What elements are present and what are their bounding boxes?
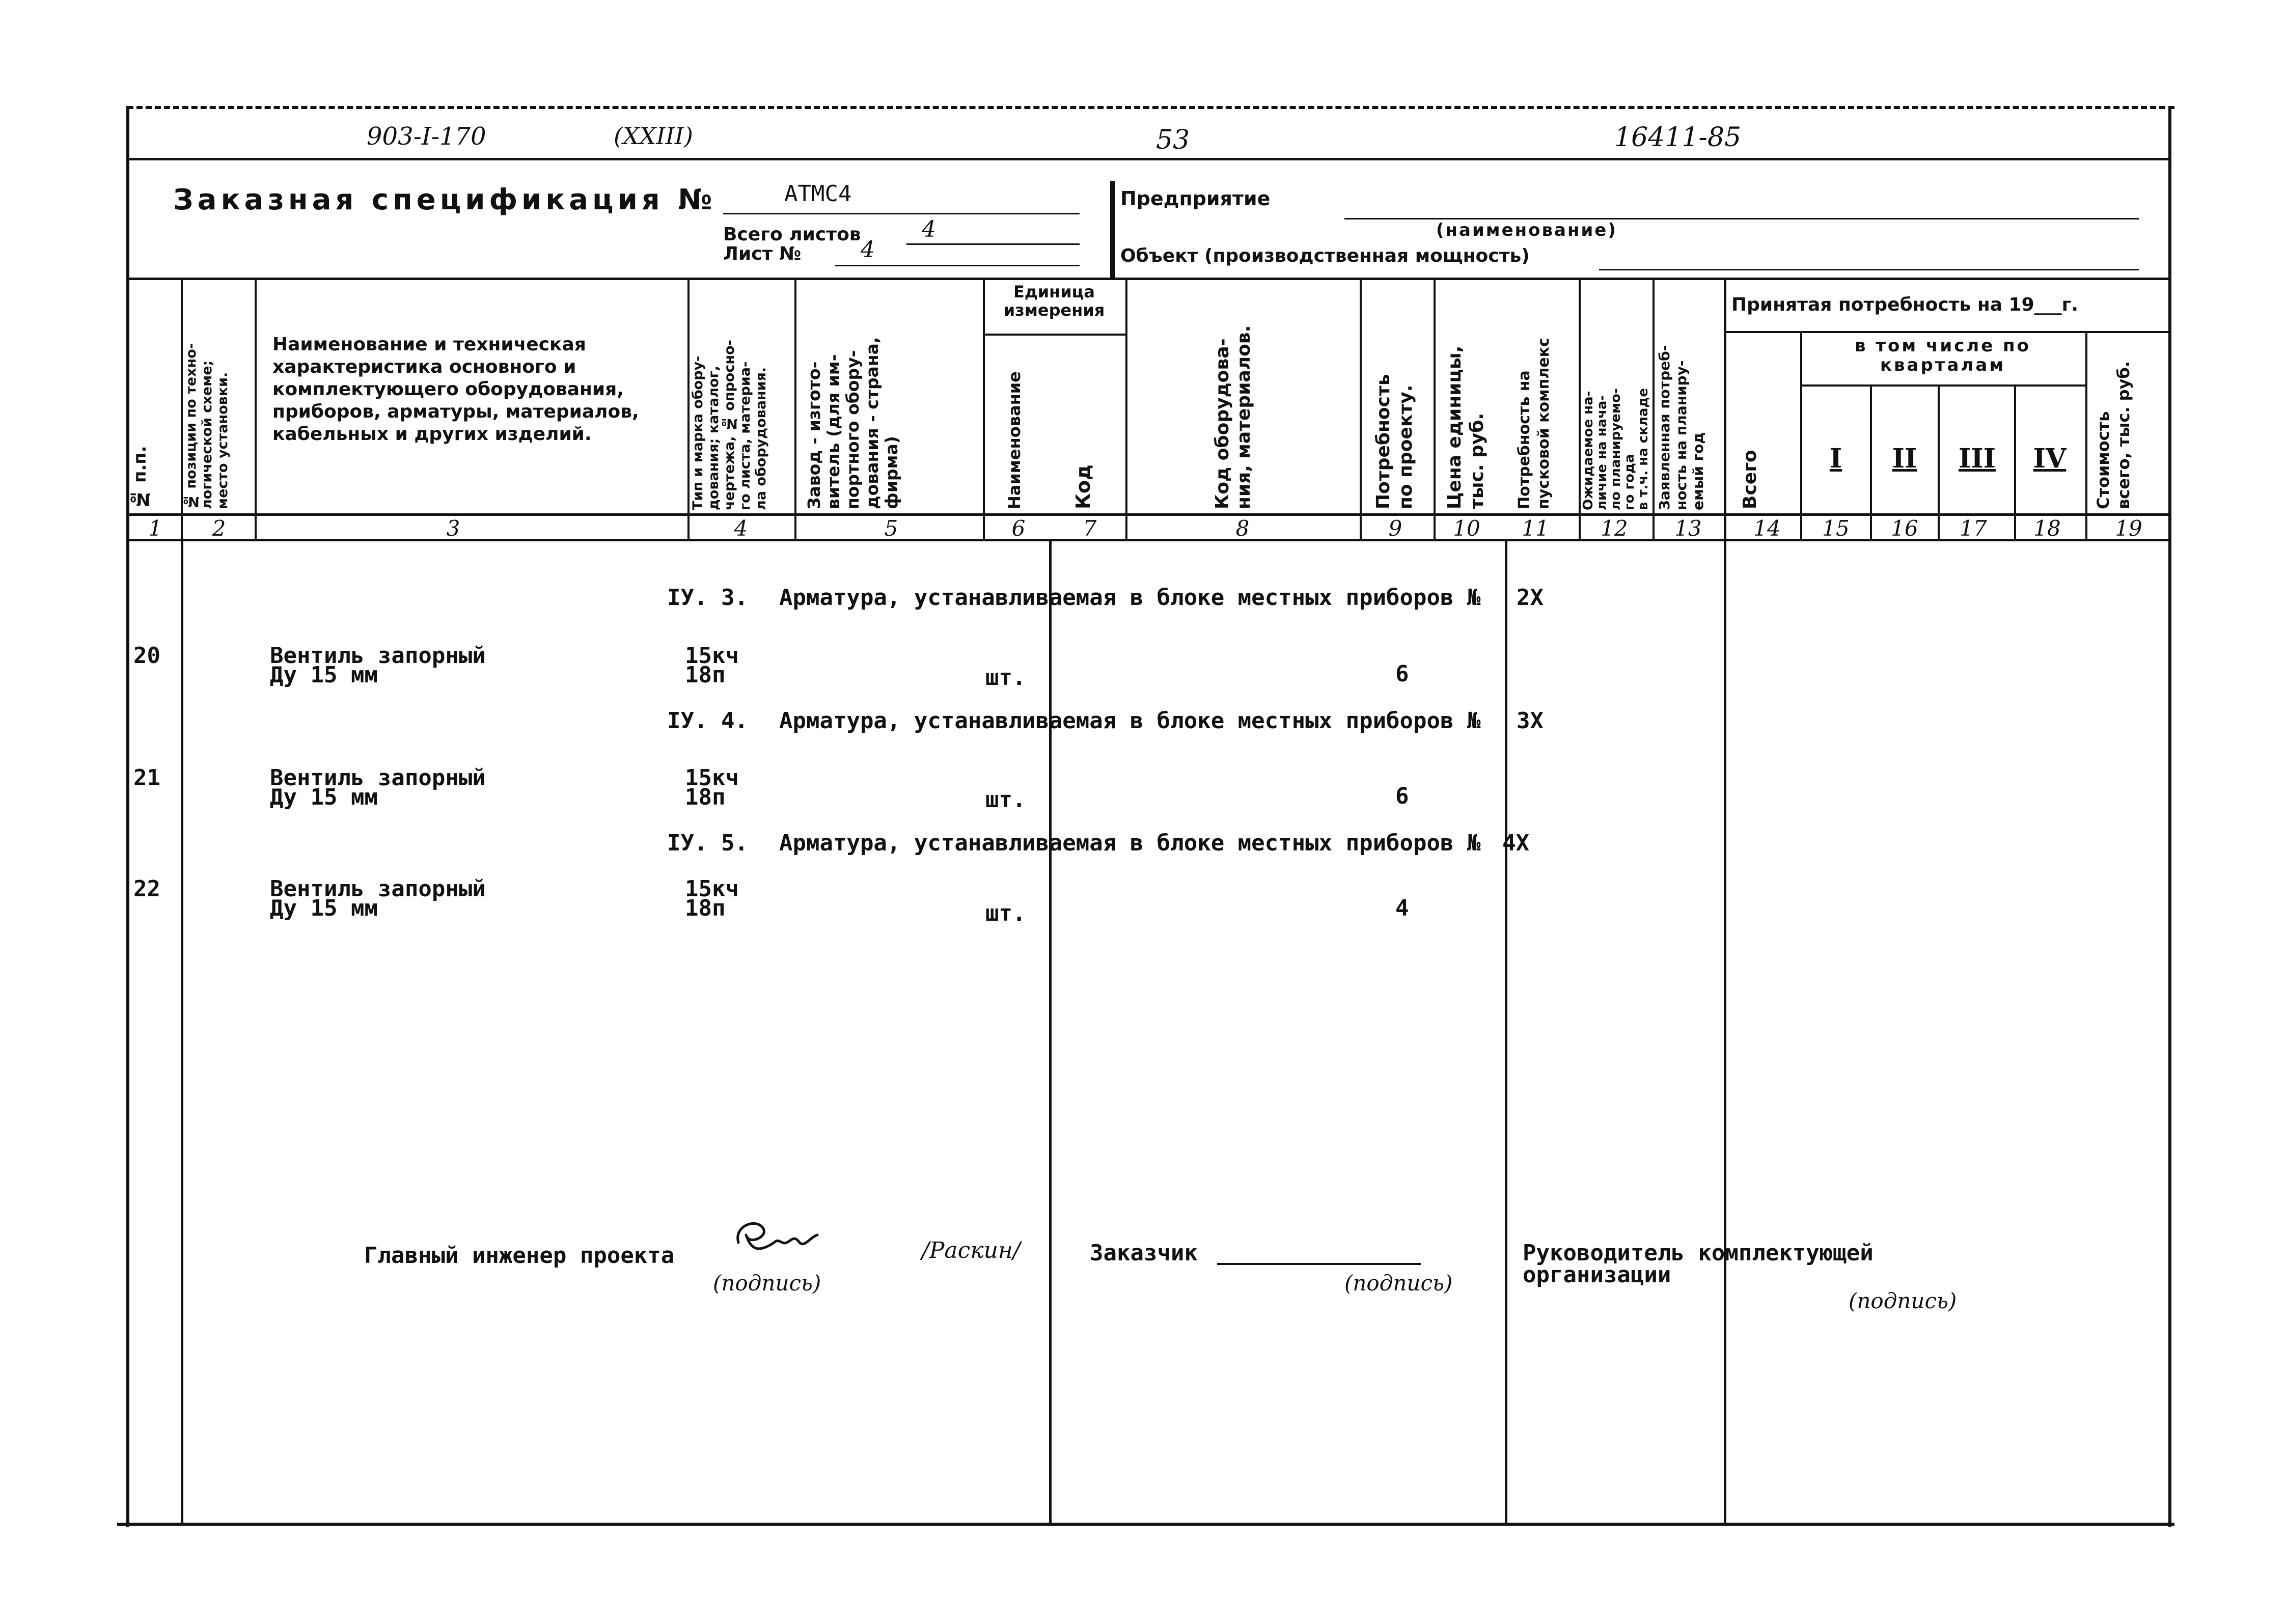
header-quarters-caption: в том числе по кварталам (1854, 336, 2031, 375)
header-col1: № п.п. (130, 446, 150, 509)
volume-label: (XXIII) (614, 122, 693, 150)
row-type-material: 18п (685, 895, 726, 921)
signature-mark (728, 1215, 830, 1265)
row-name-size: Ду 15 мм (270, 895, 378, 921)
row-name: Вентиль запорный (270, 876, 486, 902)
sheets-total-value: 4 (922, 216, 936, 242)
col-line (2014, 384, 2016, 539)
row-name: Вентиль запорный (270, 643, 486, 669)
column-number: 2 (212, 516, 226, 541)
section-block: 3Х (1517, 708, 1544, 734)
column-number: 5 (884, 516, 898, 541)
header-top-divider (127, 278, 2170, 280)
col-line (1360, 278, 1362, 539)
col-line (255, 278, 257, 539)
header-col13: Заявленная потреб- ность на планиру- емый год (1656, 345, 1706, 510)
section-title: Арматура, устанавливаемая в блоке местных приборов № (779, 830, 1481, 856)
header-col17: III (1959, 443, 1996, 474)
row-name: Вентиль запорный (270, 765, 486, 791)
section-code: IУ. 5. (667, 830, 748, 856)
supplier-label-2: организации (1523, 1262, 1671, 1288)
sheets-total-underline (906, 243, 1080, 245)
section-block: 2Х (1517, 585, 1544, 611)
chief-engineer-label: Главный инженер проекта (364, 1243, 675, 1269)
section-code: IУ. 3. (667, 585, 748, 611)
accepted-divider (1726, 331, 2169, 333)
row-type-material: 18п (685, 662, 726, 688)
spec-number: АТМС4 (784, 181, 852, 207)
row-type-material: 18п (685, 784, 726, 810)
body-col-line (1724, 278, 1726, 1525)
col-line (687, 278, 690, 539)
header-col3: Наименование и техническая характеристика основного и комплектующего оборудования, приборов, арматуры, материалов, кабельных и других изделий. (272, 334, 639, 445)
sheets-total-label: Всего листов (723, 224, 861, 245)
header-col15: I (1829, 443, 1842, 474)
object-underline (1599, 269, 2139, 270)
body-col-line (181, 540, 183, 1525)
col-line (181, 278, 183, 539)
section-code: IУ. 4. (667, 708, 748, 734)
header-col19: Стоимость всего, тыс. руб. (2094, 361, 2133, 509)
customer-signature-line (1217, 1263, 1421, 1265)
spec-number-underline (723, 213, 1080, 214)
col-line (1125, 278, 1127, 539)
header-col11: Потребность на пусковой комплекс (1516, 338, 1553, 509)
supplier-signature-caption: (подпись) (1849, 1288, 1957, 1313)
stamp-row-divider (127, 158, 2170, 160)
enterprise-caption: (наименование) (1436, 220, 1617, 240)
title-block-divider (1110, 181, 1115, 278)
row-number: 20 (133, 643, 160, 669)
row-number: 22 (133, 876, 160, 902)
row-name-size: Ду 15 мм (270, 662, 378, 688)
column-number: 15 (1822, 516, 1850, 541)
sheet-no-label: Лист № (723, 243, 802, 264)
header-col6: Наименование (1005, 371, 1024, 509)
section-block: 4Х (1502, 830, 1529, 856)
header-col4: Тип и марка обору- дования; каталог, чертежа, № опросно- го листа, материа- ла оборудования. (690, 340, 769, 510)
column-number: 4 (734, 516, 748, 541)
body-col-line (1049, 540, 1052, 1525)
row-type: 15кч (685, 765, 739, 791)
frame-bottom-edge (117, 1523, 2174, 1526)
column-number: 8 (1235, 516, 1250, 541)
column-number: 19 (2115, 516, 2142, 541)
section-title: Арматура, устанавливаемая в блоке местных приборов № (779, 708, 1481, 734)
col-line (1800, 331, 1802, 539)
body-col-line (1505, 540, 1507, 1525)
section-title: Арматура, устанавливаемая в блоке местных приборов № (779, 585, 1481, 611)
column-number: 3 (446, 516, 460, 541)
column-number: 17 (1960, 516, 1987, 541)
col-line (1938, 384, 1940, 539)
enterprise-label: Предприятие (1120, 187, 1271, 210)
spec-title: Заказная спецификация № (173, 183, 717, 216)
row-quantity: 4 (1395, 895, 1409, 921)
quarters-divider (1800, 384, 2085, 387)
row-type: 15кч (685, 643, 739, 669)
row-type: 15кч (685, 876, 739, 902)
row-unit: шт. (985, 665, 1026, 691)
row-name-size: Ду 15 мм (270, 784, 378, 810)
customer-label: Заказчик (1090, 1240, 1198, 1266)
column-number: 16 (1891, 516, 1918, 541)
chief-engineer-signature-caption: (подпись) (713, 1271, 821, 1296)
row-number: 21 (133, 765, 160, 791)
project-code: 903-I-170 (367, 122, 486, 151)
header-col14: Всего (1740, 450, 1760, 509)
column-number: 12 (1601, 516, 1628, 541)
object-label: Объект (производственная мощность) (1120, 245, 1530, 266)
column-number: 7 (1083, 516, 1097, 541)
frame-left-edge (126, 106, 129, 1527)
col-line (1870, 384, 1872, 539)
supplier-label: Руководитель комплектующей (1523, 1240, 1874, 1266)
row-unit: шт. (985, 787, 1026, 813)
col-line (983, 278, 985, 539)
enterprise-underline (1344, 218, 2139, 219)
header-col7: Код (1072, 464, 1094, 509)
column-number: 9 (1388, 516, 1402, 541)
column-number: 11 (1522, 516, 1549, 541)
row-unit: шт. (985, 900, 1026, 926)
column-number: 14 (1753, 516, 1781, 541)
column-number: 18 (2033, 516, 2061, 541)
header-col18: IV (2033, 443, 2067, 474)
col-line (794, 278, 796, 539)
header-col10: Цена единицы, тыс. руб. (1444, 345, 1488, 509)
col-line (1652, 278, 1655, 539)
header-col2: № позиции по техно- логической схеме; место установки. (183, 343, 231, 509)
col-line (1434, 278, 1436, 539)
frame-right-edge (2168, 106, 2171, 1527)
sheet-no-underline (835, 265, 1080, 266)
header-col12: Ожидаемое на- личие на нача- ло планируемо- го года в т.ч. на складе (1581, 388, 1651, 510)
header-col16: II (1892, 443, 1917, 474)
col-line (2085, 331, 2087, 539)
column-number: 6 (1011, 516, 1026, 541)
doc-number: 16411-85 (1614, 122, 1742, 153)
header-col9: Потребность по проекту. (1373, 374, 1416, 509)
header-col5: Завод - изгото- витель (для им- портного обору- дования - страна, фирма) (804, 337, 901, 509)
customer-signature-caption: (подпись) (1344, 1271, 1453, 1296)
unit-group-divider (983, 334, 1125, 336)
column-number: 1 (148, 516, 162, 541)
header-accepted: Принятая потребность на 19___г. (1731, 294, 2079, 315)
header-unit-group: Единица измерения (1003, 282, 1105, 320)
column-number: 10 (1453, 516, 1480, 541)
column-number: 13 (1674, 516, 1702, 541)
chief-engineer-name: /Раскин/ (922, 1237, 1021, 1263)
row-quantity: 6 (1395, 661, 1409, 687)
header-col8: Код оборудова- ния, материалов. (1212, 325, 1254, 509)
row-quantity: 6 (1395, 783, 1409, 809)
sheet-no-value: 4 (861, 237, 875, 263)
frame-top-edge (127, 106, 2174, 109)
sheet-page-number: 53 (1156, 125, 1190, 155)
